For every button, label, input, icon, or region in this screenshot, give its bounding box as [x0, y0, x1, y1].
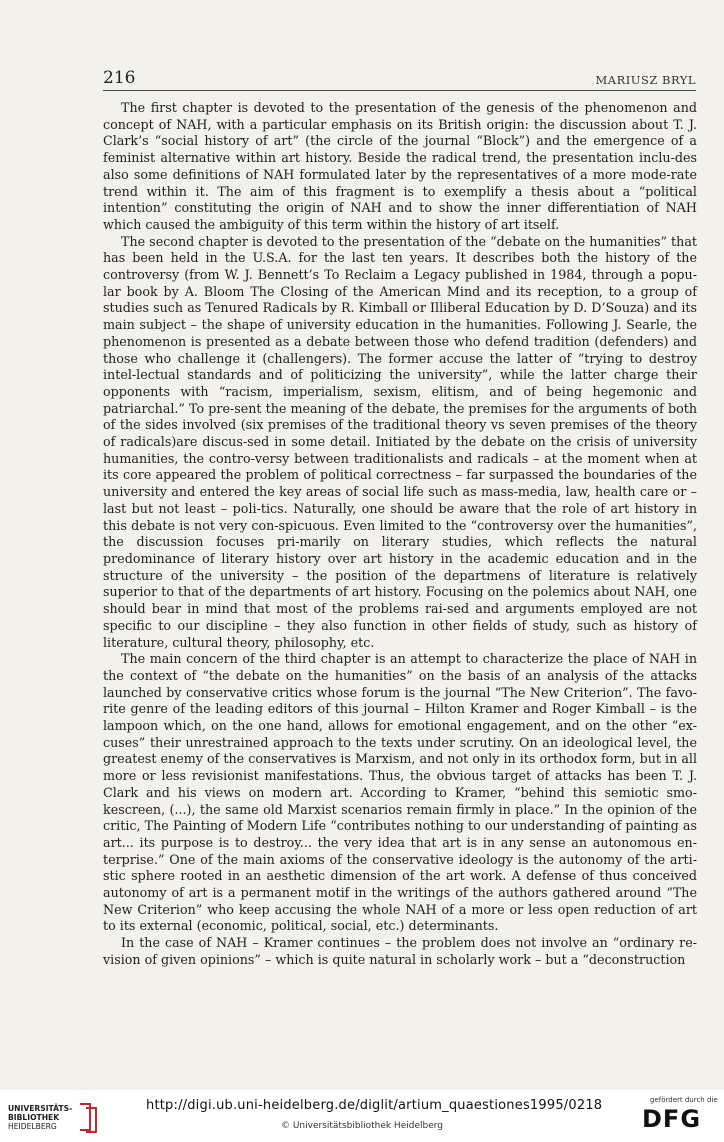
copyright-notice: © Universitätsbibliothek Heidelberg — [280, 1121, 443, 1131]
library-name-line3: HEIDELBERG — [8, 1122, 57, 1131]
paragraph-3: The main concern of the third chapter is an attempt to characterize the place of NAH in the context of “the debate on the humanities” on the basis of an analysis of the attacks launched by conservative critics whose forum is the journal “The New Criterion”. The favo-rite genre of the leading editors of this journal – Hilton Kramer and Roger Kimball – is the lampoon which, on the one hand, allows for emotional engagement, and on the other “ex-cuses” their unrestrained approach to the texts under scrutiny. On an ideological level, the greatest enemy of the conservatives is Marxism, and not only in its orthodox form, but in all more or less revisionist manifestations. Thus, the obvious target of attacks has been T. J. Clark and his views on modern art. According to Kramer, “behind this semiotic smo-kescreen, (...), the same old Marxist scenarios remain firmly in place.” In the opinion of the critic, The Painting of Modern Life “contributes nothing to our understanding of painting as art... its purpose is to destroy... the very idea that art is in any sense an autonomous en-terprise.” One of the main axioms of the conservative ideology is the autonomy of the arti-stic sphere rooted in an aesthetic dimension of the art work. A defense of thus conceived autonomy of art is a permanent motif in the writings of the authors gathered around “The New Criterion” who keep accusing the whole NAH of a more or less open reduction of art to its external (economic, political, social, etc.) determinants. — [103, 651, 697, 934]
paragraph-1: The first chapter is devoted to the presentation of the genesis of the phenomenon and concept of NAH, with a particular emphasis on its British origin: the discussion about T. J. Clark’s “social history of art” (the circle of the journal “Block”) and the emergence of a feminist alternative within art history. Beside the radical trend, the presentation inclu-des also some definitions of NAH formulated later by the representatives of a more mode-rate trend within it. The aim of this fragment is to exemplify a thesis about a “political intention” constituting the origin of NAH and to show the inner differentiation of NAH which caused the ambiguity of this term within the history of art itself. — [103, 100, 697, 232]
running-head: MARIUSZ BRYL — [595, 73, 696, 87]
library-name-line2: BIBLIOTHEK — [8, 1113, 60, 1122]
paragraph-2: The second chapter is devoted to the presentation of the “debate on the humanities” that has been held in the U.S.A. for the last ten years. It describes both the history of the controversy (from W. J. Bennett’s To Reclaim a Legacy published in 1984, through a popu-lar book by A. Bloom The Closing of the American Mind and its reception, to a group of studies such as Tenured Radicals by R. Kimball or Illiberal Education by D. D’Souza) and its main subject – the shape of university education in the humanities. Following J. Searle, the phenomenon is presented as a debate between those who defend tradition (defenders) and those who challenge it (challengers). The former accuse the latter of “trying to destroy intel-lectual standards and of politicizing the university”, while the latter charge their opponents with “racism, imperialism, sexism, elitism, and of being hegemonic and patriarchal.” To pre-sent the meaning of the debate, the premises for the arguments of both of the sides involved (six premises of the traditional theory vs seven premises of the theory of radicals)are discus-sed in some detail. Initiated by the debate on the crisis of university humanities, the contro-versy between traditionalists and radicals – at the moment when at its core appeared the problem of political correctness – far surpassed the boundaries of the university and entered the key areas of social life such as mass-media, law, health care or – last but not least – poli-tics. Naturally, one should be aware that the role of art history in this debate is not very con-spicuous. Even limited to the “controversy over the humanities”, the discussion focuses pri-marily on literary studies, which reflects the natural predominance of literary history over art history in the academic education and in the structure of the university – the position of the departmens of literature is relatively superior to that of the departments of art history. Focusing on the polemics about NAH, one should bear in mind that most of the problems rai-sed and arguments employed are not specific to our discipline – they also function in other fields of study, such as history of literature, cultural theory, philosophy, etc. — [103, 233, 697, 650]
paragraph-4: In the case of NAH – Kramer continues – the problem does not involve an “ordinary re-vision of given opinions” – which is quite natural in scholarly work – but a “deconstruction — [103, 935, 697, 967]
funder-note: gefördert durch die — [650, 1096, 718, 1104]
dfg-logo: DFG — [642, 1105, 702, 1133]
digitization-footer — [0, 1090, 724, 1142]
body-text — [103, 100, 697, 969]
page-header — [103, 68, 696, 91]
library-name-line1: UNIVERSITÄTS- — [8, 1104, 73, 1113]
permalink-url[interactable]: http://digi.ub.uni-heidelberg.de/diglit/artium_quaestiones1995/0218 — [146, 1098, 603, 1113]
page-number: 216 — [103, 68, 136, 88]
